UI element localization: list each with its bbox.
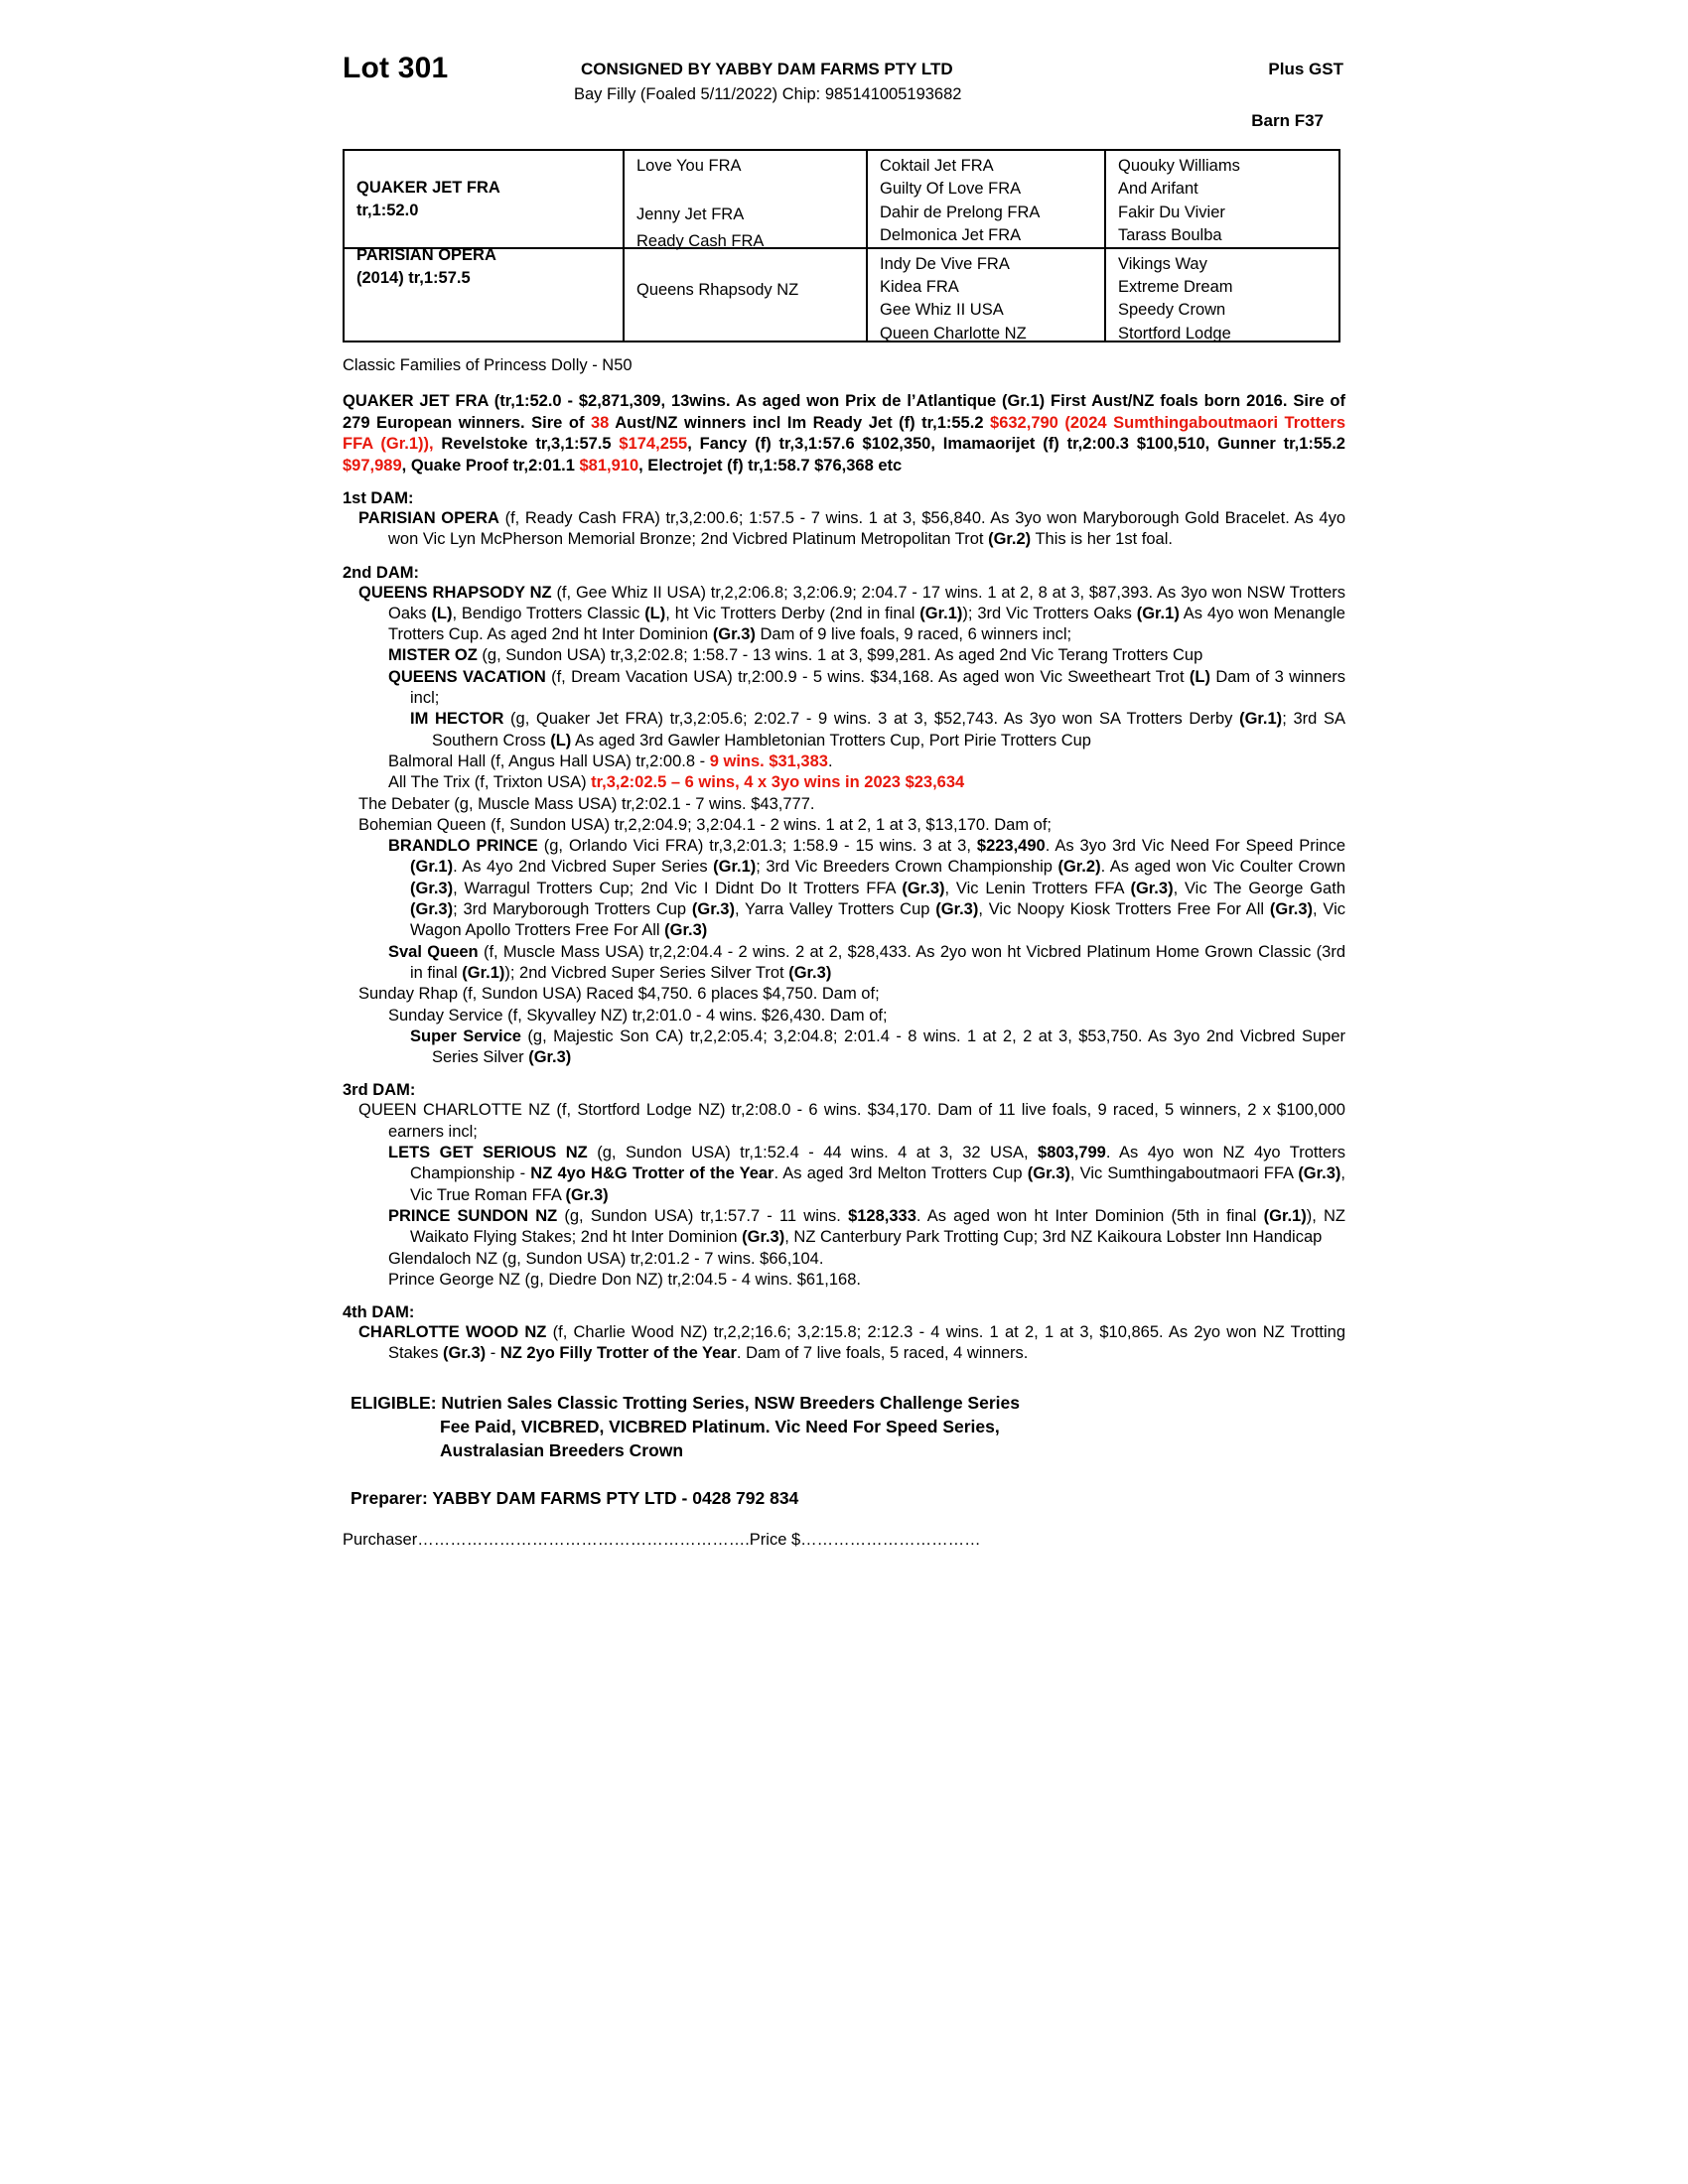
entry-text: (f, Ready Cash FRA) tr,3,2:00.6; 1:57.5 - 7 wins. 1 at 3, $56,840. As 3yo won Maryborough Gold Bracelet. As 4yo won Vic Lyn McPherson Memorial Bronze; 2nd Vicbred Platinum Metropolitan Trot	[388, 509, 1345, 549]
pedigree-gen3-7: Queen Charlotte NZ	[880, 324, 1027, 342]
emphasis: (Gr.3)	[1298, 1164, 1341, 1183]
entry-name: BRANDLO PRINCE	[388, 837, 538, 856]
emphasis: NZ 2yo Filly Trotter of the Year	[499, 1344, 737, 1363]
entry-text: Bohemian Queen (f, Sundon USA) tr,2,2:04.9; 3,2:04.1 - 2 wins. 1 at 2, 1 at 3, $13,170. Dam of;	[358, 815, 1053, 834]
pedigree-gen4-5: Extreme Dream	[1118, 278, 1233, 297]
pedigree-col-grandparents	[623, 151, 868, 341]
pedigree-entry	[372, 836, 1345, 941]
entry-text: (g, Quaker Jet FRA) tr,3,2:05.6; 2:02.7 - 9 wins. 3 at 3, $52,743. As 3yo won SA Trotters Derby (Gr.1); 3rd SA Southern Cross (L) As aged 3rd Gawler Hambletonian Trotters Cup, Port Pirie Trotters Cup	[432, 710, 1345, 750]
sire-desc-part4: , Fancy (f) tr,3,1:57.6 $102,350, Imamaorijet (f) tr,2:00.3 $100,510, Gunner tr,1:55.2	[687, 435, 1345, 453]
page-content	[343, 40, 1345, 1550]
entry-text: Glendaloch NZ (g, Sundon USA) tr,2:01.2 - 7 wins. $66,104.	[388, 1249, 824, 1268]
pedigree-entry	[372, 1206, 1345, 1249]
emphasis: (L)	[431, 604, 453, 622]
entry-name: MISTER OZ	[388, 646, 478, 665]
purchaser-line: Purchaser…………………………………………………….Price $……………………………	[343, 1530, 981, 1549]
pedigree-gen3-3: Delmonica Jet FRA	[880, 226, 1022, 245]
pedigree-entry	[351, 508, 1345, 551]
eligible-line-2: Fee Paid, VICBRED, VICBRED Platinum. Vic Need For Speed Series,	[440, 1416, 1000, 1436]
pedigree-col-gen4	[1104, 151, 1342, 341]
entry-highlight: tr,3,2:02.5 – 6 wins, 4 x 3yo wins in 2023 $23,634	[591, 773, 965, 792]
entry-name: PARISIAN OPERA	[358, 509, 499, 527]
sire-name: QUAKER JET FRA	[356, 179, 500, 197]
entry-name: PRINCE SUNDON NZ	[388, 1206, 558, 1225]
pedigree-entry	[351, 984, 1345, 1005]
pedigree-entry	[351, 815, 1345, 836]
emphasis: (Gr.3)	[691, 900, 735, 919]
pedigree-entry	[372, 942, 1345, 985]
entry-highlight: 9 wins. $31,383	[709, 751, 828, 770]
dam-record: (2014) tr,1:57.5	[356, 269, 471, 287]
emphasis: (Gr.3)	[410, 879, 454, 897]
dam-heading: 4th DAM:	[343, 1303, 415, 1322]
emphasis: (Gr.3)	[410, 900, 454, 919]
entry-tail: This is her 1st foal.	[1031, 530, 1173, 549]
pedigree-gen3-5: Kidea FRA	[880, 278, 959, 297]
entry-text: QUEEN CHARLOTTE NZ (f, Stortford Lodge NZ) tr,2:08.0 - 6 wins. $34,170. Dam of 11 live foals, 9 raced, 5 winners, 2 x $100,000 earners incl;	[358, 1101, 1345, 1141]
pedigree-gen4-4: Vikings Way	[1118, 254, 1207, 273]
barn-label: Barn F37	[1251, 111, 1324, 130]
pedigree-gen3-1: Guilty Of Love FRA	[880, 180, 1022, 199]
pedigree-entry	[372, 667, 1345, 710]
entry-name: LETS GET SERIOUS NZ	[388, 1144, 588, 1162]
pedigree-entry	[372, 1006, 1345, 1026]
pedigree-entry	[351, 1100, 1345, 1143]
entry-name: QUEENS RHAPSODY NZ	[358, 583, 552, 602]
entry-text: Sunday Service (f, Skyvalley NZ) tr,2:01.0 - 4 wins. $26,430. Dam of;	[388, 1006, 888, 1024]
entry-text: (g, Sundon USA) tr,3,2:02.8; 1:58.7 - 13 wins. 1 at 3, $99,281. As aged 2nd Vic Terang Trotters Cup	[477, 646, 1203, 665]
pedigree-col-great-grandparents	[866, 151, 1106, 341]
pedigree-gen3-2: Dahir de Prelong FRA	[880, 203, 1041, 221]
eligible-block	[343, 1391, 1345, 1462]
emphasis: (Gr.2)	[1057, 858, 1101, 877]
dam-sections	[343, 489, 1345, 1365]
pedigree-gen2-0: Love You FRA	[636, 157, 742, 175]
entry-text: (f, Muscle Mass USA) tr,2,2:04.4 - 2 wins. 2 at 2, $28,433. As 2yo won ht Vicbred Platinum Home Grown Classic (3rd in final (Gr.1)); 2nd Vicbred Super Series Silver Trot (Gr.3)	[410, 942, 1346, 982]
dam-heading: 2nd DAM:	[343, 563, 419, 582]
sire-desc-red4: $97,989	[343, 456, 402, 475]
classic-families-line: Classic Families of Princess Dolly - N50	[343, 356, 633, 374]
pedigree-gen2-3: Queens Rhapsody NZ	[636, 281, 799, 299]
sire-desc-part1: QUAKER JET FRA (tr,1:52.0 - $2,871,309, 13wins. As aged won Prix de l’Atlantique (Gr.1) First Aust/NZ foals born 2016. Sire of 279 European winners. Sire of	[343, 392, 1345, 432]
entry-tail-emphasis: (Gr.2)	[988, 530, 1032, 549]
horse-details-line: Bay Filly (Foaled 5/11/2022) Chip: 985141005193682	[574, 85, 962, 103]
entry-text: (f, Charlie Wood NZ) tr,2,2;16.6; 3,2:15.8; 2:12.3 - 4 wins. 1 at 2, 1 at 3, $10,865. As 2yo won NZ Trotting Stakes (Gr.3) - NZ 2yo Filly Trotter of the Year. Dam of 7 live foals, 5 raced, 4 winners.	[388, 1323, 1345, 1363]
sire-description	[343, 391, 1345, 477]
emphasis: (Gr.1)	[1263, 1206, 1307, 1225]
pedigree-table	[343, 149, 1340, 342]
consignor-line: CONSIGNED BY YABBY DAM FARMS PTY LTD	[581, 60, 953, 78]
eligible-line-1: ELIGIBLE: Nutrien Sales Classic Trotting Series, NSW Breeders Challenge Series	[351, 1392, 1020, 1413]
pedigree-gen4-2: Fakir Du Vivier	[1118, 203, 1225, 221]
sire-desc-red5: $81,910	[579, 456, 639, 475]
entry-text: (g, Sundon USA) tr,1:52.4 - 44 wins. 4 at 3, 32 USA, $803,799. As 4yo won NZ 4yo Trotters Championship - NZ 4yo H&G Trotter of the Year. As aged 3rd Melton Trotters Cup (Gr.3), Vic Sumthingaboutmaori FFA (Gr.3), Vic True Roman FFA (Gr.3)	[410, 1144, 1346, 1204]
emphasis: (Gr.3)	[443, 1344, 487, 1363]
pedigree-gen3-0: Coktail Jet FRA	[880, 157, 994, 175]
pedigree-entry	[394, 1026, 1345, 1069]
pedigree-entry	[372, 1249, 1345, 1270]
entry-text: (g, Sundon USA) tr,1:57.7 - 11 wins. $128,333. As aged won ht Inter Dominion (5th in final (Gr.1)), NZ Waikato Flying Stakes; 2nd ht Inter Dominion (Gr.3), NZ Canterbury Park Trotting Cup; 3rd NZ Kaikoura Lobster Inn Handicap	[410, 1206, 1345, 1247]
sire-desc-part2: Aust/NZ winners incl Im Ready Jet (f) tr,1:55.2	[609, 413, 991, 432]
emphasis: (Gr.1)	[713, 858, 757, 877]
page-header	[343, 40, 1345, 139]
sire-record: tr,1:52.0	[356, 202, 419, 219]
pedigree-gen2-2: Ready Cash FRA	[636, 232, 765, 250]
pedigree-entry	[394, 709, 1345, 751]
entry-text: All The Trix (f, Trixton USA)	[388, 773, 592, 792]
pedigree-col-parents	[345, 151, 623, 341]
pedigree-entry	[372, 751, 1345, 772]
pedigree-entry	[351, 583, 1345, 646]
sire-desc-red1: 38	[590, 413, 610, 432]
entry-text: (g, Majestic Son CA) tr,2,2:05.4; 3,2:04.8; 2:01.4 - 8 wins. 1 at 2, 2 at 3, $53,750. As 3yo 2nd Vicbred Super Series Silver (Gr.3)	[432, 1026, 1345, 1067]
pedigree-gen2-1: Jenny Jet FRA	[636, 205, 745, 223]
pedigree-entry	[351, 1322, 1345, 1365]
pedigree-gen4-1: And Arifant	[1118, 180, 1198, 199]
plus-gst-label: Plus GST	[1268, 60, 1343, 78]
emphasis: (Gr.3)	[712, 625, 756, 644]
sire-desc-red2: $632,790 (2024 Sumthingaboutmaori Trotters FFA (Gr.1)),	[343, 413, 1345, 453]
sire-desc-red3: $174,255	[619, 435, 688, 453]
emphasis: (L)	[644, 604, 666, 622]
emphasis: (Gr.1)	[919, 604, 963, 622]
entry-name: Sval Queen	[388, 942, 479, 961]
emphasis: (Gr.3)	[935, 900, 979, 919]
pedigree-gen4-7: Stortford Lodge	[1118, 324, 1231, 342]
emphasis: (L)	[1189, 667, 1210, 686]
pedigree-gen4-6: Speedy Crown	[1118, 301, 1226, 320]
emphasis: (Gr.3)	[664, 921, 708, 940]
emphasis: (Gr.1)	[410, 858, 454, 877]
emphasis: (Gr.3)	[528, 1048, 572, 1067]
entry-text-tail: .	[827, 751, 833, 770]
entry-text: Prince George NZ (g, Diedre Don NZ) tr,2:04.5 - 4 wins. $61,168.	[388, 1270, 861, 1289]
emphasis: (Gr.3)	[788, 963, 832, 982]
emphasis: (Gr.3)	[1027, 1164, 1070, 1183]
sire-desc-part3: Revelstoke tr,3,1:57.5	[433, 435, 620, 453]
sire-desc-part5: , Quake Proof tr,2:01.1	[401, 456, 580, 475]
entry-text: (f, Gee Whiz II USA) tr,2,2:06.8; 3,2:06.9; 2:04.7 - 17 wins. 1 at 2, 8 at 3, $87,393. As 3yo won NSW Trotters Oaks (L), Bendigo Trotters Classic (L), ht Vic Trotters Derby (2nd in final (Gr.1)); 3rd Vic Trotters Oaks (Gr.1) As 4yo won Menangle Trotters Cup. As aged 2nd ht Inter Dominion (Gr.3) Dam of 9 live foals, 9 raced, 6 winners incl;	[388, 583, 1345, 644]
dam-heading: 3rd DAM:	[343, 1081, 416, 1100]
preparer-line: Preparer: YABBY DAM FARMS PTY LTD - 0428 792 834	[351, 1487, 799, 1508]
lot-number: Lot 301	[343, 52, 449, 84]
entry-text: (f, Dream Vacation USA) tr,2:00.9 - 5 wins. $34,168. As aged won Vic Sweetheart Trot (L) Dam of 3 winners incl;	[410, 667, 1345, 708]
entry-name: Super Service	[410, 1026, 521, 1045]
dam-name: PARISIAN OPERA	[356, 246, 496, 264]
emphasis: $803,799	[1038, 1144, 1106, 1162]
entry-name: IM HECTOR	[410, 710, 504, 729]
entry-name: CHARLOTTE WOOD NZ	[358, 1323, 547, 1342]
pedigree-gen3-6: Gee Whiz II USA	[880, 301, 1004, 320]
dam-heading: 1st DAM:	[343, 489, 414, 507]
entry-name: QUEENS VACATION	[388, 667, 546, 686]
pedigree-gen4-0: Quouky Williams	[1118, 157, 1240, 175]
pedigree-gen4-3: Tarass Boulba	[1118, 226, 1222, 245]
emphasis: (L)	[550, 731, 572, 750]
emphasis: $128,333	[848, 1206, 916, 1225]
pedigree-entry	[372, 1143, 1345, 1206]
pedigree-entry	[372, 772, 1345, 793]
sire-desc-part6: , Electrojet (f) tr,1:58.7 $76,368 etc	[638, 456, 903, 475]
emphasis: (Gr.3)	[1269, 900, 1313, 919]
pedigree-entry	[372, 1270, 1345, 1291]
emphasis: $223,490	[976, 837, 1046, 856]
emphasis: (Gr.1)	[1239, 710, 1283, 729]
pedigree-entry	[351, 794, 1345, 815]
entry-text: The Debater (g, Muscle Mass USA) tr,2:02.1 - 7 wins. $43,777.	[358, 794, 815, 813]
pedigree-gen3-4: Indy De Vive FRA	[880, 254, 1010, 273]
emphasis: (Gr.3)	[565, 1185, 609, 1204]
entry-text: Sunday Rhap (f, Sundon USA) Raced $4,750. 6 places $4,750. Dam of;	[358, 985, 880, 1004]
eligible-line-3: Australasian Breeders Crown	[440, 1439, 684, 1460]
pedigree-entry	[372, 645, 1345, 666]
entry-text: (g, Orlando Vici FRA) tr,3,2:01.3; 1:58.9 - 15 wins. 3 at 3, $223,490. As 3yo 3rd Vic Need For Speed Prince (Gr.1). As 4yo 2nd Vicbred Super Series (Gr.1); 3rd Vic Breeders Crown Championship (Gr.2). As aged won Vic Coulter Crown (Gr.3), Warragul Trotters Cup; 2nd Vic I Didnt Do It Trotters FFA (Gr.3), Vic Lenin Trotters FFA (Gr.3), Vic The George Gath (Gr.3); 3rd Maryborough Trotters Cup (Gr.3), Yarra Valley Trotters Cup (Gr.3), Vic Noopy Kiosk Trotters Free For All (Gr.3), Vic Wagon Apollo Trotters Free For All (Gr.3)	[410, 837, 1346, 940]
emphasis: (Gr.3)	[902, 879, 945, 897]
emphasis: NZ 4yo H&G Trotter of the Year	[530, 1164, 774, 1183]
entry-text: Balmoral Hall (f, Angus Hall USA) tr,2:00.8 -	[388, 751, 710, 770]
emphasis: (Gr.3)	[742, 1228, 785, 1247]
emphasis: (Gr.1)	[462, 963, 505, 982]
emphasis: (Gr.1)	[1136, 604, 1180, 622]
emphasis: (Gr.3)	[1130, 879, 1174, 897]
